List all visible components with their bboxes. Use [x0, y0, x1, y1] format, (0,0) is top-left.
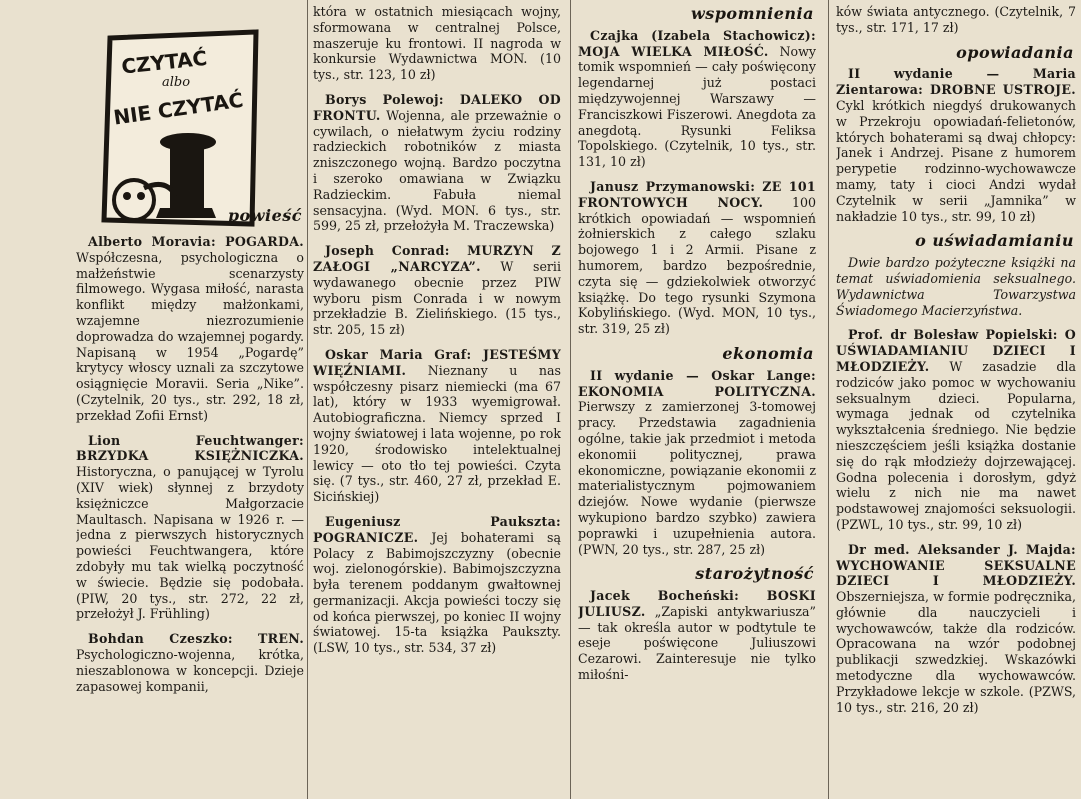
- column-rule: [307, 0, 308, 799]
- entry-heading: Janusz Przymanowski: ZE 101 FRONTOWYCH NOCY.: [578, 178, 816, 210]
- entry-body: Psychologiczno-wojenna, krótka, nieszablonowa w koncepcji. Dzieje zapasowej kompanii,: [76, 646, 304, 694]
- svg-text:NIE CZYTAĆ: NIE CZYTAĆ: [111, 87, 245, 130]
- section-header-wspomnienia: wspomnienia: [690, 4, 814, 23]
- logo-illustration: [76, 0, 304, 226]
- section-lead: Dwie bardzo pożyteczne książki na temat uświadomienia seksualnego. Wydawnictwa Towarzystwa Świadomego Macierzyństwa.: [836, 255, 1076, 318]
- section-header-uswiadamianiu: o uświadamianiu: [915, 231, 1074, 251]
- entry-body: Obszerniejsza, w formie podręcznika, głównie dla nauczycieli i wychowawców, także dla rodziców. Opracowana na wzór podobnej publikacji szwedzkiej. Wskazówki metodyczne dla wychowawców. Przykładowe lekcje w szkole. (PZWS, 10 tys., str. 216, 20 zł): [836, 589, 1076, 715]
- entry-heading: Borys Polewoj: DALEKO OD FRONTU.: [313, 91, 561, 123]
- entry-conrad: [313, 243, 561, 338]
- entry-polewoj: [313, 92, 561, 234]
- entry-heading: Bohdan Czeszko: TREN.: [88, 631, 304, 647]
- entry-czeszko-continued: która w ostatnich miesiącach wojny, sformowana w centralnej Polsce, maszeruje ku frontowi. II nagroda w konkursie Wydawnictwa MON. (10 tys., str. 123, 10 zł): [313, 4, 561, 83]
- entry-zientarowa: [836, 66, 1076, 224]
- entry-heading: Dr med. Aleksander J. Majda: WYCHOWANIE SEKSUALNE DZIECI I MŁODZIEŻY.: [836, 541, 1076, 589]
- entry-heading: Joseph Conrad: MURZYN Z ZAŁOGI „NARCYZA”.: [313, 243, 561, 274]
- column-rule: [828, 0, 829, 799]
- entry-czajka: [578, 28, 816, 170]
- svg-text:albo: albo: [162, 75, 191, 90]
- entry-paukszta: [313, 514, 561, 656]
- entry-bochenski-continued: ków świata antycznego. (Czytelnik, 7 tys., str. 171, 17 zł): [836, 4, 1076, 35]
- entry-czeszko: [76, 631, 304, 694]
- section-header-ekonomia: ekonomia: [722, 343, 814, 363]
- entry-heading: Oskar Maria Graf: JESTEŚMY WIĘŹNIAMI.: [313, 346, 561, 378]
- entry-body: Historyczna, o panującej w Tyrolu (XIV wiek) słynnej z brzydoty księżniczce Małgorzacie Maultasch. Napisana w 1926 r. — jedna z pierwszych historycznych powieści Feuchtwangera, które zdobyły mu tak wielką poczytność w świecie. Będzie się podobała. (PIW, 20 tys., str. 272, 22 zł, przełożył J. Frühling): [76, 464, 304, 622]
- column-3: [578, 0, 816, 799]
- entry-body: W zasadzie dla rodziców jako pomoc w wychowaniu seksualnym dzieci. Popularna, wymaga jednak od czytelnika wykształcenia średniego. Nie będzie nieszczęściem jeśli książka dostanie się do rąk młodzieży dojrzewającej. Godna polecenia i dorosłym, gdyż wielu z nich nie ma nawet podstawowej znajomości seksuologii. (PZWL, 10 tys., str. 99, 10 zł): [836, 358, 1076, 532]
- svg-text:CZYTAĆ: CZYTAĆ: [120, 45, 209, 79]
- section-header-starozytnosc: starożytność: [695, 564, 814, 584]
- entry-heading: Czajka (Izabela Stachowicz): MOJA WIELKA MIŁOŚĆ.: [578, 27, 816, 59]
- entry-przymanowski: [578, 179, 816, 337]
- entry-bochenski: [578, 588, 816, 683]
- column-2: [313, 0, 561, 799]
- section-header-powiesc: powieść: [227, 206, 302, 226]
- logo-icon: [96, 28, 266, 228]
- entry-body: Wojenna, ale przeważnie o cywilach, o niełatwym życiu rodziny radzieckich robotników z miasta zniszczonego wojną. Bardzo poczytna i szeroko omawiana w Związku Radzieckim. Fabuła niemal sensacyjna. (Wyd. MON. 6 tys., str. 599, 25 zł, przełożyła M. Traczewska): [313, 107, 561, 234]
- entry-lange: [578, 368, 816, 558]
- section-header-opowiadania: opowiadania: [956, 42, 1074, 62]
- entry-body: Nowy tomik wspomnień — cały poświęcony legendarnej już postaci międzywojennej Warszawy — Franciszkowi Fiszerowi. Anegdota za anegdotą. Rysunki Feliksa Topolskiego. (Czytelnik, 10 tys., str. 131, 10 zł): [578, 43, 816, 170]
- entry-heading: Alberto Moravia: POGARDA.: [88, 234, 304, 249]
- entry-graf: [313, 347, 561, 505]
- entry-body: „Zapiski antykwariusza” — tak określa autor w podtytule te eseje poświęcone Juliuszowi Cezarowi. Zainteresuje nie tylko miłośni-: [578, 603, 816, 683]
- entry-moravia: [76, 234, 304, 424]
- entry-body: W serii wydawanego obecnie przez PIW wyboru pism Conrada i w nowym przekładzie B. Zielińskiego. (15 tys., str. 205, 15 zł): [313, 258, 561, 338]
- entry-majda: [836, 542, 1076, 716]
- entry-body: Nieznany u nas współczesny pisarz niemiecki (ma 67 lat), który w 1933 wyemigrował. Autobiograficzna. Niemcy sprzed I wojny światowej i lata wojenne, po rok 1920, środowisko intelektualnej lewicy — oto tło tej powieści. Czyta się. (7 tys., str. 460, 27 zł, przekład E. Sicińskiej): [313, 362, 561, 505]
- entry-heading: Eugeniusz Paukszta: POGRANICZE.: [313, 513, 561, 545]
- entry-popielski: [836, 327, 1076, 532]
- entry-body: Cykl krótkich niegdyś drukowanych w Przekroju opowiadań-felietonów, których bohaterami są dwaj chłopcy: Janek i Andrzej. Pisane z humorem perypetie rodzinno-wychowawcze mamy, taty i cioci Andzi wydał Czytelnik w serii „Jamnika” w nakładzie 10 tys., str. 99, 10 zł): [836, 97, 1076, 224]
- column-1: [76, 0, 304, 799]
- column-rule: [570, 0, 571, 799]
- entry-feuchtwanger: [76, 433, 304, 623]
- column-4: [836, 0, 1076, 799]
- entry-body: Pierwszy z zamierzonej 3-tomowej pracy. Przedstawia zagadnienia ogólne, takie jak przedmiot i metoda ekonomii politycznej, prawa ekonomiczne, powiązanie ekonomii z materialistycznym pojmowaniem dziejów. Nowe wydanie (pierwsze wykupiono bardzo szybko) zawiera poprawki i uzupełnienia autora. (PWN, 20 tys., str. 287, 25 zł): [578, 399, 816, 557]
- entry-heading: II wydanie — Oskar Lange: EKONOMIA POLITYCZNA.: [578, 367, 816, 399]
- entry-heading: Prof. dr Bolesław Popielski: O UŚWIADAMIANIU DZIECI I MŁODZIEŻY.: [836, 327, 1076, 374]
- entry-body: Jej bohaterami są Polacy z Babimojszczyzny (obecnie woj. zielonogórskie). Babimojszczyzna była terenem poddanym gwałtownej germanizacji. Akcja powieści toczy się od końca pierwszej, po koniec II wojny światowej. 15-ta książka Paukszty. (LSW, 10 tys., str. 534, 37 zł): [313, 529, 561, 656]
- entry-body: 100 krótkich opowiadań — wspomnień żołnierskich z całego szlaku bojowego 1 i 2 Armii. Pisane z humorem, bardzo bezpośrednie, czyta się — gdziekolwiek otworzyć książkę. Do tego rysunki Szymona Kobylińskiego. (Wyd. MON, 10 tys., str. 319, 25 zł): [578, 194, 816, 337]
- entry-body: Współczesna, psychologiczna o małżeństwie scenarzysty filmowego. Wygasa miłość, narasta konflikt między małżonkami, wzajemne niezrozumienie doprowadza do wzajemnej pogardy. Napisaną w 1954 „Pogardę” krytycy włoscy uznali za szczytowe osiągnięcie Moravii. Seria „Nike”. (Czytelnik, 20 tys., str. 292, 18 zł, przekład Zofii Ernst): [76, 249, 304, 423]
- entry-heading: Jacek Bocheński: BOSKI JULIUSZ.: [578, 588, 816, 619]
- entry-heading: Lion Feuchtwanger: BRZYDKA KSIĘŻNICZKA.: [76, 432, 304, 464]
- entry-heading: II wydanie — Maria Zientarowa: DROBNE USTROJE.: [836, 66, 1076, 98]
